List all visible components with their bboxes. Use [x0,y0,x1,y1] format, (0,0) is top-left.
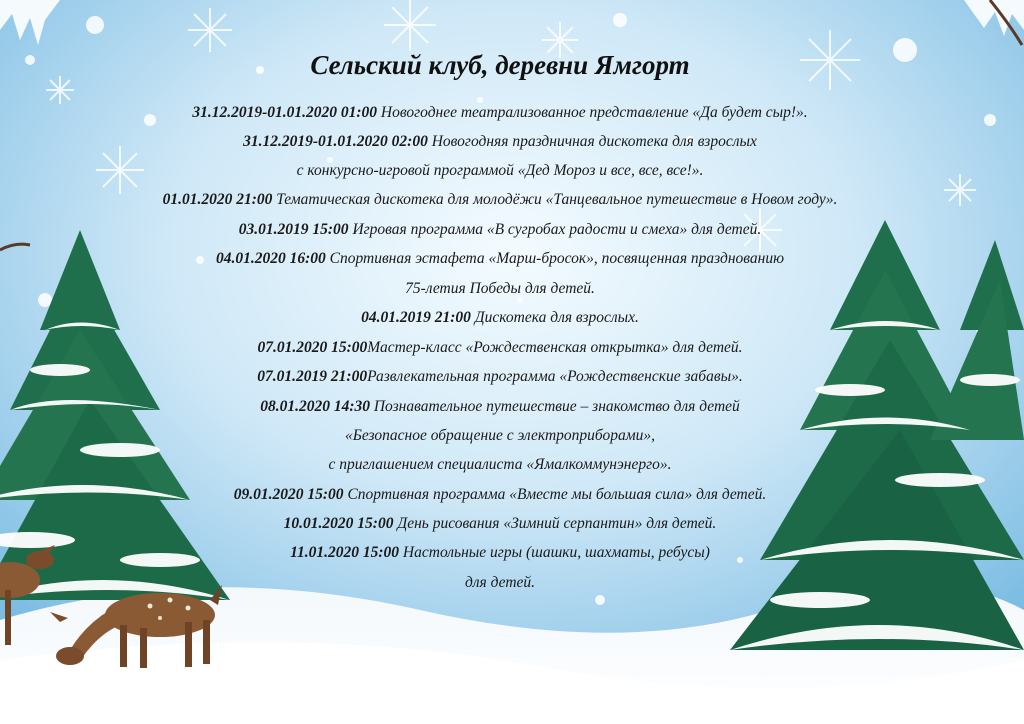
event-description: с конкурсно-игровой программой «Дед Мороз и все, все, все!». [296,162,704,179]
event-line [0,133,1000,151]
event-description: Игровая программа «В сугробах радости и смеха» для детей. [348,221,762,238]
event-line [0,486,1000,504]
event-description: Настольные игры (шашки, шахматы, ребусы) [399,544,710,561]
event-description: Дискотека для взрослых. [470,309,639,326]
event-description: Новогоднее театрализованное представление «Да будет сыр!». [377,104,808,121]
event-description: Мастер-класс «Рождественская открытка» для детей. [367,339,743,356]
event-line [0,544,1000,562]
page-title: Сельский клуб, деревни Ямгорт [310,50,690,80]
event-datetime: 03.01.2019 15:00 [238,221,349,238]
event-line [0,280,1000,298]
event-description: Новогодняя праздничная дискотека для взрослых [427,133,757,150]
event-description: для детей. [464,574,536,591]
event-line [0,309,1000,327]
event-description: с приглашением специалиста «Ямалкоммунэнерго». [328,456,672,473]
event-description: Тематическая дискотека для молодёжи «Танцевальное путешествие в Новом году». [272,191,838,208]
event-description: Спортивная эстафета «Марш-бросок», посвященная празднованию [325,250,785,267]
event-line [0,339,1000,357]
event-line [0,162,1000,180]
event-description: Познавательное путешествие – знакомство для детей [369,398,740,415]
event-datetime: 04.01.2020 16:00 [215,250,326,267]
event-description: День рисования «Зимний серпантин» для детей. [393,515,717,532]
event-line [0,398,1000,416]
event-datetime: 11.01.2020 15:00 [290,544,400,561]
event-datetime: 31.12.2019-01.01.2020 01:00 [192,104,378,121]
event-datetime: 07.01.2020 15:00 [257,339,368,356]
event-line [0,250,1000,268]
event-line [0,515,1000,533]
event-datetime: 31.12.2019-01.01.2020 02:00 [243,133,428,150]
event-datetime: 10.01.2020 15:00 [283,515,394,532]
event-line [0,221,1000,239]
event-line [0,456,1000,474]
event-line [0,368,1000,386]
event-datetime: 04.01.2019 21:00 [361,309,471,326]
event-line [0,574,1000,592]
event-datetime: 09.01.2020 15:00 [233,486,344,503]
event-line [0,104,1000,122]
event-description: 75-летия Победы для детей. [405,280,595,297]
event-datetime: 01.01.2020 21:00 [162,191,273,208]
event-description: «Безопасное обращение с электроприборами», [344,427,656,444]
event-datetime: 08.01.2020 14:30 [260,398,370,415]
event-description: Спортивная программа «Вместе мы большая сила» для детей. [343,486,767,503]
event-description: Развлекательная программа «Рождественские забавы». [367,368,743,385]
event-line [0,191,1000,209]
event-datetime: 07.01.2019 21:00 [257,368,368,385]
event-line [0,427,1000,445]
